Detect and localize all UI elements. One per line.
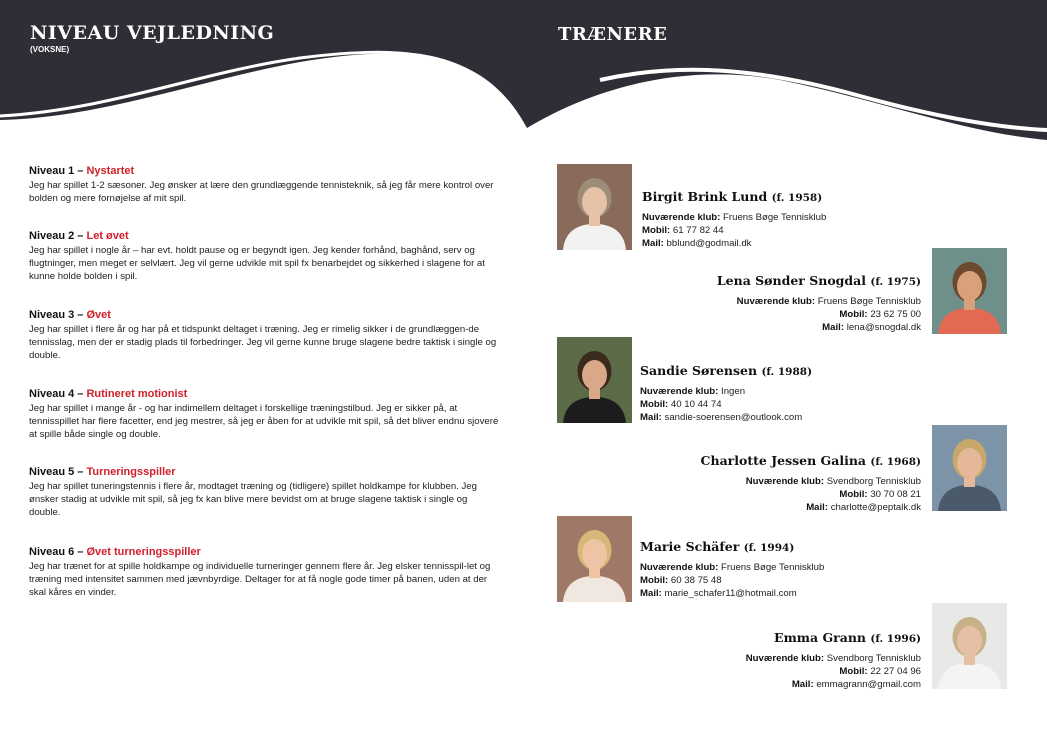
portrait-face <box>582 360 607 390</box>
level-item <box>29 465 499 519</box>
level-heading <box>29 387 499 401</box>
level-name: Let øvet <box>86 230 129 242</box>
coach-name: Lena Sønder Snogdal (f. 1975) <box>716 273 921 288</box>
coach-mail: Mail: sandie-soerensen@outlook.com <box>640 412 803 423</box>
coach-mail: Mail: lena@snogdal.dk <box>822 322 921 333</box>
portrait-image <box>932 603 1007 689</box>
level-heading <box>29 164 499 178</box>
coach-mail: Mail: marie_schafer11@hotmail.com <box>640 588 797 599</box>
coach-photo <box>932 425 1007 511</box>
coach-name: Sandie Sørensen (f. 1988) <box>640 363 813 378</box>
level-heading <box>29 465 499 479</box>
coach-photo <box>557 164 632 250</box>
level-name: Øvet turneringsspiller <box>86 546 201 558</box>
coach-club: Nuværende klub: Fruens Bøge Tennisklub <box>642 212 827 223</box>
level-name: Øvet <box>86 309 111 321</box>
coach-name: Emma Grann (f. 1996) <box>774 630 921 645</box>
coach-mobile: Mobil: 40 10 44 74 <box>640 399 722 410</box>
level-number: Niveau 6 – <box>29 546 84 558</box>
portrait-face <box>957 271 982 301</box>
coach-mobile: Mobil: 30 70 08 21 <box>839 489 921 500</box>
level-description: Jeg har spillet i nogle år – har evt. holdt pause og er begyndt igen. Jeg kender forhånd, baghånd, serv og flugtninger, men meget er selvlært. Jeg vil gerne udvikle mit spil fx benarbejdet og sikkerhed i slagene for at kunne holde bolden i spil. <box>29 245 485 282</box>
page-subtitle-adults: (VOKSNE) <box>30 45 70 54</box>
coach-mobile: Mobil: 23 62 75 00 <box>839 309 921 320</box>
level-item <box>29 164 499 205</box>
coach-club: Nuværende klub: Svendborg Tennisklub <box>745 476 921 487</box>
page-title-level-guide: NIVEAU VEJLEDNING <box>30 22 275 44</box>
level-item <box>29 229 499 283</box>
coach-mobile: Mobil: 60 38 75 48 <box>640 575 722 586</box>
level-heading <box>29 308 499 322</box>
level-number: Niveau 2 – <box>29 230 84 242</box>
portrait-face <box>957 448 982 478</box>
level-number: Niveau 3 – <box>29 309 84 321</box>
level-item <box>29 545 499 599</box>
coach-club: Nuværende klub: Fruens Bøge Tennisklub <box>640 562 825 573</box>
coach-mobile: Mobil: 22 27 04 96 <box>839 666 921 677</box>
portrait-face <box>582 187 607 217</box>
coach-name: Marie Schäfer (f. 1994) <box>640 539 795 554</box>
coach-card <box>701 453 921 514</box>
level-heading <box>29 545 499 559</box>
level-description: Jeg har spillet i mange år - og har indimellem deltaget i forskellige træningstilbud. Jeg er sikker på, at tennisspillet har flere facetter, end jeg mestrer, så jeg er åben for at udvikle mit spil, så det bliver endnu sjovere at spille både single og double. <box>29 403 499 440</box>
coach-card <box>640 363 812 424</box>
level-name: Turneringsspiller <box>86 466 176 478</box>
coach-name: Charlotte Jessen Galina (f. 1968) <box>700 453 921 468</box>
coach-card <box>640 539 824 600</box>
level-description: Jeg har spillet 1-2 sæsoner. Jeg ønsker at lære den grundlæggende tennisteknik, så jeg får mere kontrol over bolden og mere fornøjelse af mit spil. <box>29 180 494 204</box>
coach-mail: Mail: emmagrann@gmail.com <box>791 679 921 690</box>
coach-card <box>642 189 826 250</box>
level-number: Niveau 1 – <box>29 165 84 177</box>
coach-mobile: Mobil: 61 77 82 44 <box>642 225 724 236</box>
portrait-image <box>932 248 1007 334</box>
level-description: Jeg har trænet for at spille holdkampe og individuelle turneringer gennem flere år. Jeg elsker tennisspil-let og træning med intensitet sammen med jævnbyrdige. Deltager for at få nogle gode timer på banen, uden at der skal kåres en vinder. <box>29 561 491 598</box>
level-name: Rutineret motionist <box>86 388 188 400</box>
portrait-image <box>557 337 632 423</box>
coach-club: Nuværende klub: Svendborg Tennisklub <box>745 653 921 664</box>
portrait-face <box>957 626 982 656</box>
level-description: Jeg har spillet tuneringstennis i flere år, modtaget træning og (tidligere) spillet holdkampe for klubben. Jeg ønsker stadig at udvikle mit spil, så jeg fx kan blive mere bevidst om at bruge slagene taktisk i single og double. <box>29 481 477 518</box>
coach-name: Birgit Brink Lund (f. 1958) <box>642 189 823 204</box>
coach-photo <box>557 516 632 602</box>
portrait-image <box>557 516 632 602</box>
coach-card <box>746 630 921 691</box>
level-description: Jeg har spillet i flere år og har på et tidspunkt deltaget i træning. Jeg er rimelig sikker i de grundlæggen-de tennisslag, men der er stadig plads til forbedringer. Jeg vil gerne kunne bruge slagene bedre taktisk i single og double. <box>29 324 497 361</box>
level-item <box>29 387 499 441</box>
level-item <box>29 308 499 362</box>
level-number: Niveau 4 – <box>29 388 84 400</box>
coach-photo <box>932 603 1007 689</box>
level-number: Niveau 5 – <box>29 466 84 478</box>
level-heading <box>29 229 499 243</box>
coach-mail: Mail: bblund@godmail.dk <box>642 238 752 249</box>
level-name: Nystartet <box>86 165 135 177</box>
portrait-image <box>932 425 1007 511</box>
coach-card <box>717 273 921 334</box>
page-title-coaches: TRÆNERE <box>558 24 668 45</box>
coach-photo <box>557 337 632 423</box>
portrait-image <box>557 164 632 250</box>
coach-club: Nuværende klub: Ingen <box>640 386 746 397</box>
coach-club: Nuværende klub: Fruens Bøge Tennisklub <box>736 296 921 307</box>
portrait-face <box>582 539 607 569</box>
coach-photo <box>932 248 1007 334</box>
coach-mail: Mail: charlotte@peptalk.dk <box>806 502 921 513</box>
